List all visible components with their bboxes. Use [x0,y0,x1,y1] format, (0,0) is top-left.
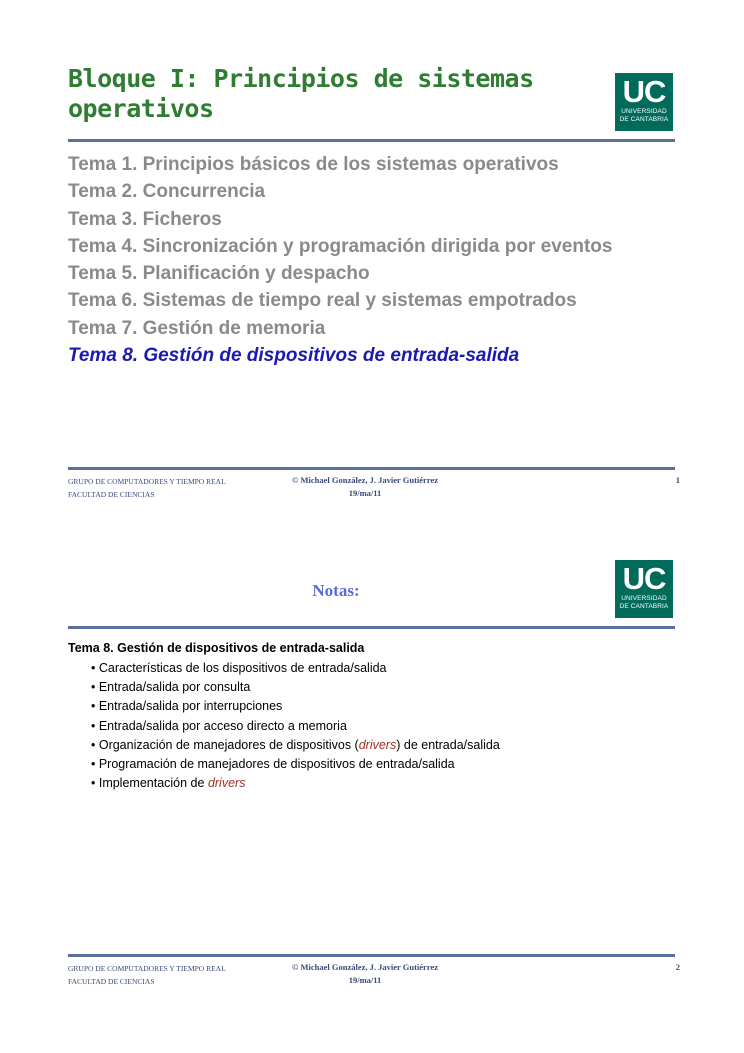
topic-item: Tema 3. Ficheros [68,208,222,230]
topic-item: Tema 2. Concurrencia [68,181,266,203]
notes-item [91,736,500,755]
topic-item: Tema 1. Principios básicos de los sistemas operativos [68,154,559,175]
title-divider [68,139,675,142]
footer-divider [68,467,675,470]
footer-group: GRUPO DE COMPUTADORES Y TIEMPO REAL [68,964,226,973]
topic-list [68,151,612,369]
notes-title: Tema 8. Gestión de dispositivos de entrada-salida [68,641,365,655]
notes-item: • Características de los dispositivos de entrada/salida [91,661,387,675]
topic-item: Tema 5. Planificación y despacho [68,263,370,285]
notes-item: • Programación de manejadores de dispositivos de entrada/salida [91,757,455,772]
notes-item-text: • Implementación de [91,776,208,791]
notes-list [91,659,500,793]
notes-divider [68,626,675,629]
notes-item: • Entrada/salida por interrupciones [91,699,283,714]
notes-item: • Entrada/salida por acceso directo a memoria [91,718,347,733]
university-logo [615,560,673,618]
topic-item: Tema 6. Sistemas de tiempo real y sistemas empotrados [68,290,577,312]
footer-date: 19/ma/11 [348,488,382,498]
logo-line1: UNIVERSIDAD [621,595,667,602]
footer-page-number: 2 [675,962,680,972]
university-logo [615,73,673,131]
logo-line2: DE CANTABRIA [619,603,669,610]
notes-item: • Entrada/salida por consulta [91,680,251,695]
footer-authors: © Michael González, J. Javier Gutiérrez [291,475,438,485]
footer-authors: © Michael González, J. Javier Gutiérrez [291,962,438,972]
footer-faculty: FACULTAD DE CIENCIAS [68,490,155,499]
notes-item-emphasis: drivers [207,776,246,791]
notes-item [91,774,500,793]
footer-date: 19/ma/11 [348,975,382,985]
topic-item-active: Tema 8. Gestión de dispositivos de entrada-salida [68,345,520,367]
topic-item: Tema 7. Gestión de memoria [68,317,326,339]
footer-group: GRUPO DE COMPUTADORES Y TIEMPO REAL [68,477,226,486]
notes-item-emphasis: drivers [358,737,397,752]
logo-initials: UC [622,74,666,109]
notes-item-text: ) de entrada/salida [396,737,500,752]
notes-heading: Notas: [312,581,360,600]
logo-line1: UNIVERSIDAD [621,108,667,115]
logo-initials: UC [622,561,666,596]
footer-page-number: 1 [675,475,680,485]
logo-line2: DE CANTABRIA [619,116,669,123]
footer-divider [68,954,675,957]
notes-item-text: • Organización de manejadores de dispositivos ( [91,737,359,752]
footer-faculty: FACULTAD DE CIENCIAS [68,977,155,986]
slide-title: Bloque I: Principios de sistemas operativos [68,64,534,123]
topic-item: Tema 4. Sincronización y programación dirigida por eventos [68,235,613,257]
